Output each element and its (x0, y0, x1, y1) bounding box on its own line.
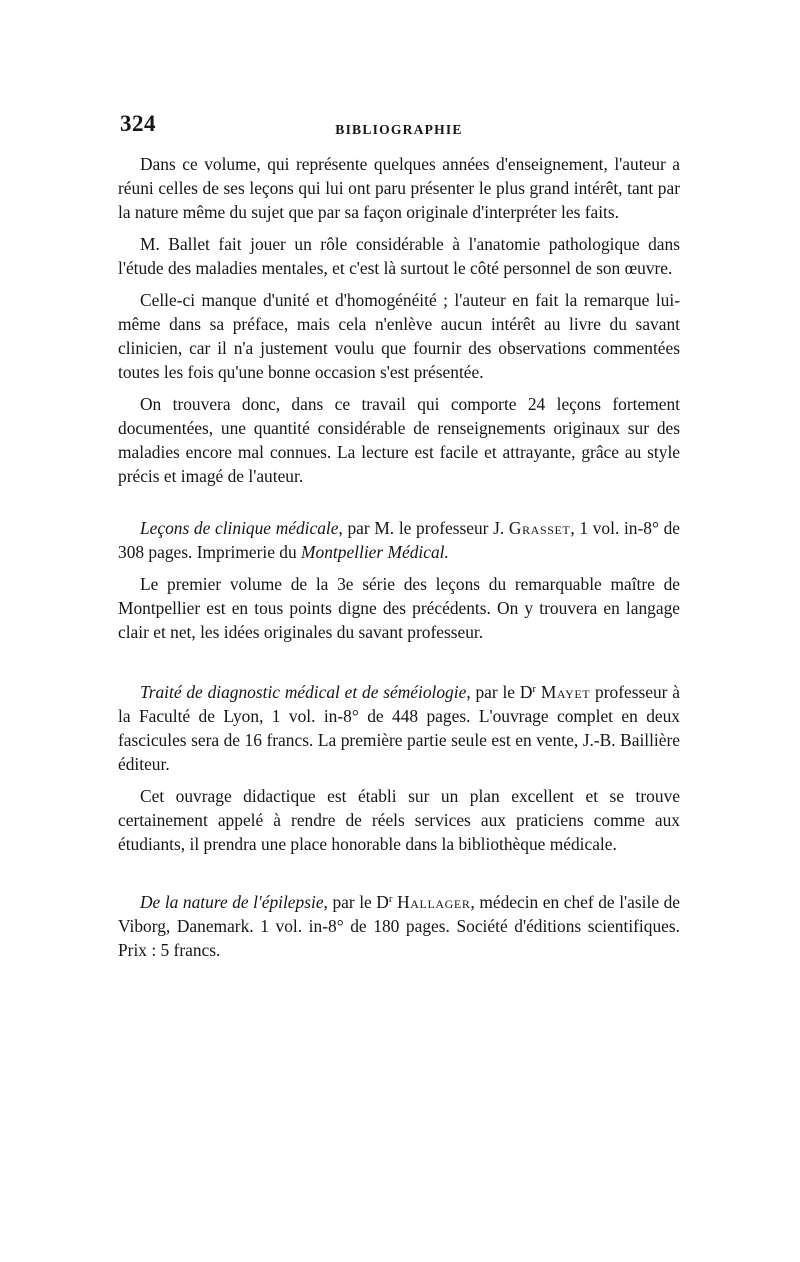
page-number: 324 (120, 111, 156, 136)
entry-text: , par M. le professeur J. (338, 518, 509, 538)
publisher-name: Montpellier Médical. (301, 542, 449, 562)
entry-text: , 1 vol. in-8° de 308 pages. Imprimerie du (118, 518, 681, 562)
running-header (118, 110, 680, 140)
author-name: Hallager (397, 892, 471, 912)
bibliographic-entry (118, 890, 680, 962)
review-paragraph: Cet ouvrage didactique est établi sur un plan excellent et se trouve certainement appelé à rendre de réels services aux praticiens comme aux étudiants, il prendra une place honorable dans la bibliothèque médicale. (118, 786, 680, 854)
body-paragraph: M. Ballet fait jouer un rôle considérable à l'anatomie pathologique dans l'étude des maladies mentales, et c'est là surtout le côté personnel de son œuvre. (118, 234, 680, 278)
title-abbreviation: r (532, 683, 537, 695)
entry-text: , par le D (466, 682, 533, 702)
author-name: Grasset (508, 518, 571, 538)
bibliographic-entry (118, 516, 680, 564)
book-title: De la nature de l'épilepsie (140, 892, 324, 912)
author-name: Mayet (540, 682, 591, 702)
review-paragraph: Le premier volume de la 3e série des leçons du remarquable maître de Montpellier est en tous points digne des précédents. On y trouvera en langage clair et net, les idées originales du savant professeur. (118, 574, 680, 642)
book-title: Traité de diagnostic médical et de séméiologie (140, 682, 467, 702)
title-abbreviation: r (388, 893, 393, 905)
bibliographic-entry (118, 680, 680, 776)
entry-text: , par le D (323, 892, 389, 912)
running-title: BIBLIOGRAPHIE (335, 122, 463, 137)
document-page (118, 110, 680, 970)
entry-text: , médecin en chef de l'asile de Viborg, Danemark. 1 vol. in-8° de 180 pages. Société d'éditions scientifiques. Prix : 5 francs. (118, 892, 680, 960)
book-title: Leçons de clinique médicale (140, 518, 339, 538)
body-paragraph: Dans ce volume, qui représente quelques années d'enseignement, l'auteur a réuni celles de ses leçons qui lui ont paru présenter le plus grand intérêt, tant par la nature même du sujet que par sa façon originale d'interpréter les faits. (118, 154, 680, 222)
body-paragraph: Celle-ci manque d'unité et d'homogénéité ; l'auteur en fait la remarque lui-même dans sa préface, mais cela n'enlève aucun intérêt au livre du savant clinicien, car il n'a justement voulu que fournir des observations commentées toutes les fois qu'une bonne occasion s'est présentée. (118, 290, 680, 382)
entry-text: professeur à la Faculté de Lyon, 1 vol. in-8° de 448 pages. L'ouvrage complet en deux fascicules sera de 16 francs. La première partie seule est en vente, J.-B. Baillière éditeur. (118, 682, 680, 774)
body-paragraph: On trouvera donc, dans ce travail qui comporte 24 leçons fortement documentées, une quantité considérable de renseignements originaux sur des maladies encore mal connues. La lecture est facile et attrayante, grâce au style précis et imagé de l'auteur. (118, 394, 680, 486)
